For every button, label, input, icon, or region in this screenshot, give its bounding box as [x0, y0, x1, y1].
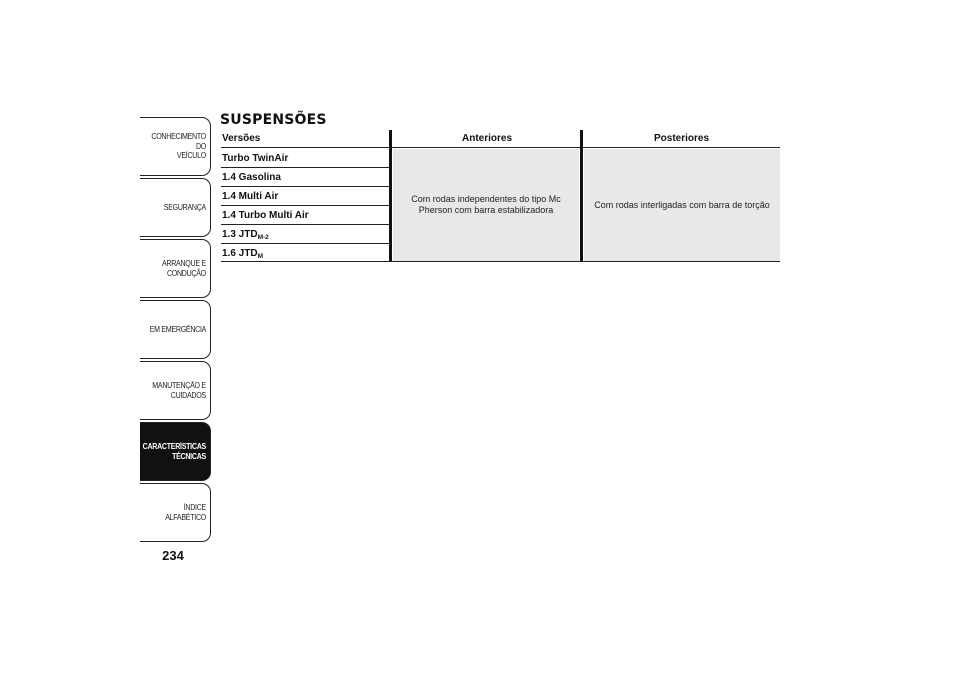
- tab-indice-alfabetico[interactable]: [140, 483, 211, 542]
- header-front: Anteriores: [461, 133, 512, 144]
- tab-caracteristicas-tecnicas[interactable]: [140, 422, 211, 481]
- tab-label: CONHECIMENTO DO VEÍCULO: [151, 132, 206, 161]
- version-name: 1.6 JTD: [222, 248, 258, 259]
- version-name: 1.4 Turbo Multi Air: [222, 210, 309, 221]
- tab-conhecimento-do-veiculo[interactable]: [140, 117, 211, 176]
- table-row: [221, 206, 389, 225]
- tab-label: EM EMERGÊNCIA: [149, 324, 206, 334]
- front-suspension-cell: Com rodas independentes do tipo Mc Pherson com barra estabilizadora: [393, 149, 579, 261]
- version-subscript: M: [257, 253, 263, 260]
- header-versions: Versões: [222, 133, 261, 144]
- version-subscript: M-2: [257, 234, 269, 241]
- version-name: 1.3 JTD: [222, 229, 258, 240]
- table-bottom-border: [221, 261, 780, 262]
- tab-label: CARACTERÍSTICAS TÉCNICAS: [142, 442, 206, 461]
- header-rear: Posteriores: [653, 133, 710, 144]
- version-name: 1.4 Multi Air: [222, 191, 279, 202]
- header-divider: [221, 147, 780, 148]
- column-divider: [580, 130, 583, 262]
- table-row: [221, 168, 389, 187]
- page-number: 234: [162, 548, 184, 563]
- tab-arranque-e-conducao[interactable]: [140, 239, 211, 298]
- tab-em-emergencia[interactable]: [140, 300, 211, 359]
- table-row: [221, 187, 389, 206]
- tab-label: ÍNDICE ALFABÉTICO: [165, 503, 206, 522]
- table-row: [221, 225, 389, 244]
- version-name: 1.4 Gasolina: [222, 172, 281, 183]
- tab-label: ARRANQUE E CONDUÇÃO: [162, 259, 206, 278]
- tab-label: MANUTENÇÃO E CUIDADOS: [152, 381, 206, 400]
- tab-label: SEGURANÇA: [163, 202, 206, 212]
- tab-seguranca[interactable]: [140, 178, 211, 237]
- version-name: Turbo TwinAir: [222, 153, 289, 164]
- rear-suspension-cell: Com rodas interligadas com barra de torção: [584, 149, 780, 261]
- table-row: [221, 149, 389, 168]
- column-divider: [389, 130, 392, 262]
- table-row: [221, 244, 389, 262]
- section-title: SUSPENSÕES: [220, 112, 327, 128]
- tab-manutencao-e-cuidados[interactable]: [140, 361, 211, 420]
